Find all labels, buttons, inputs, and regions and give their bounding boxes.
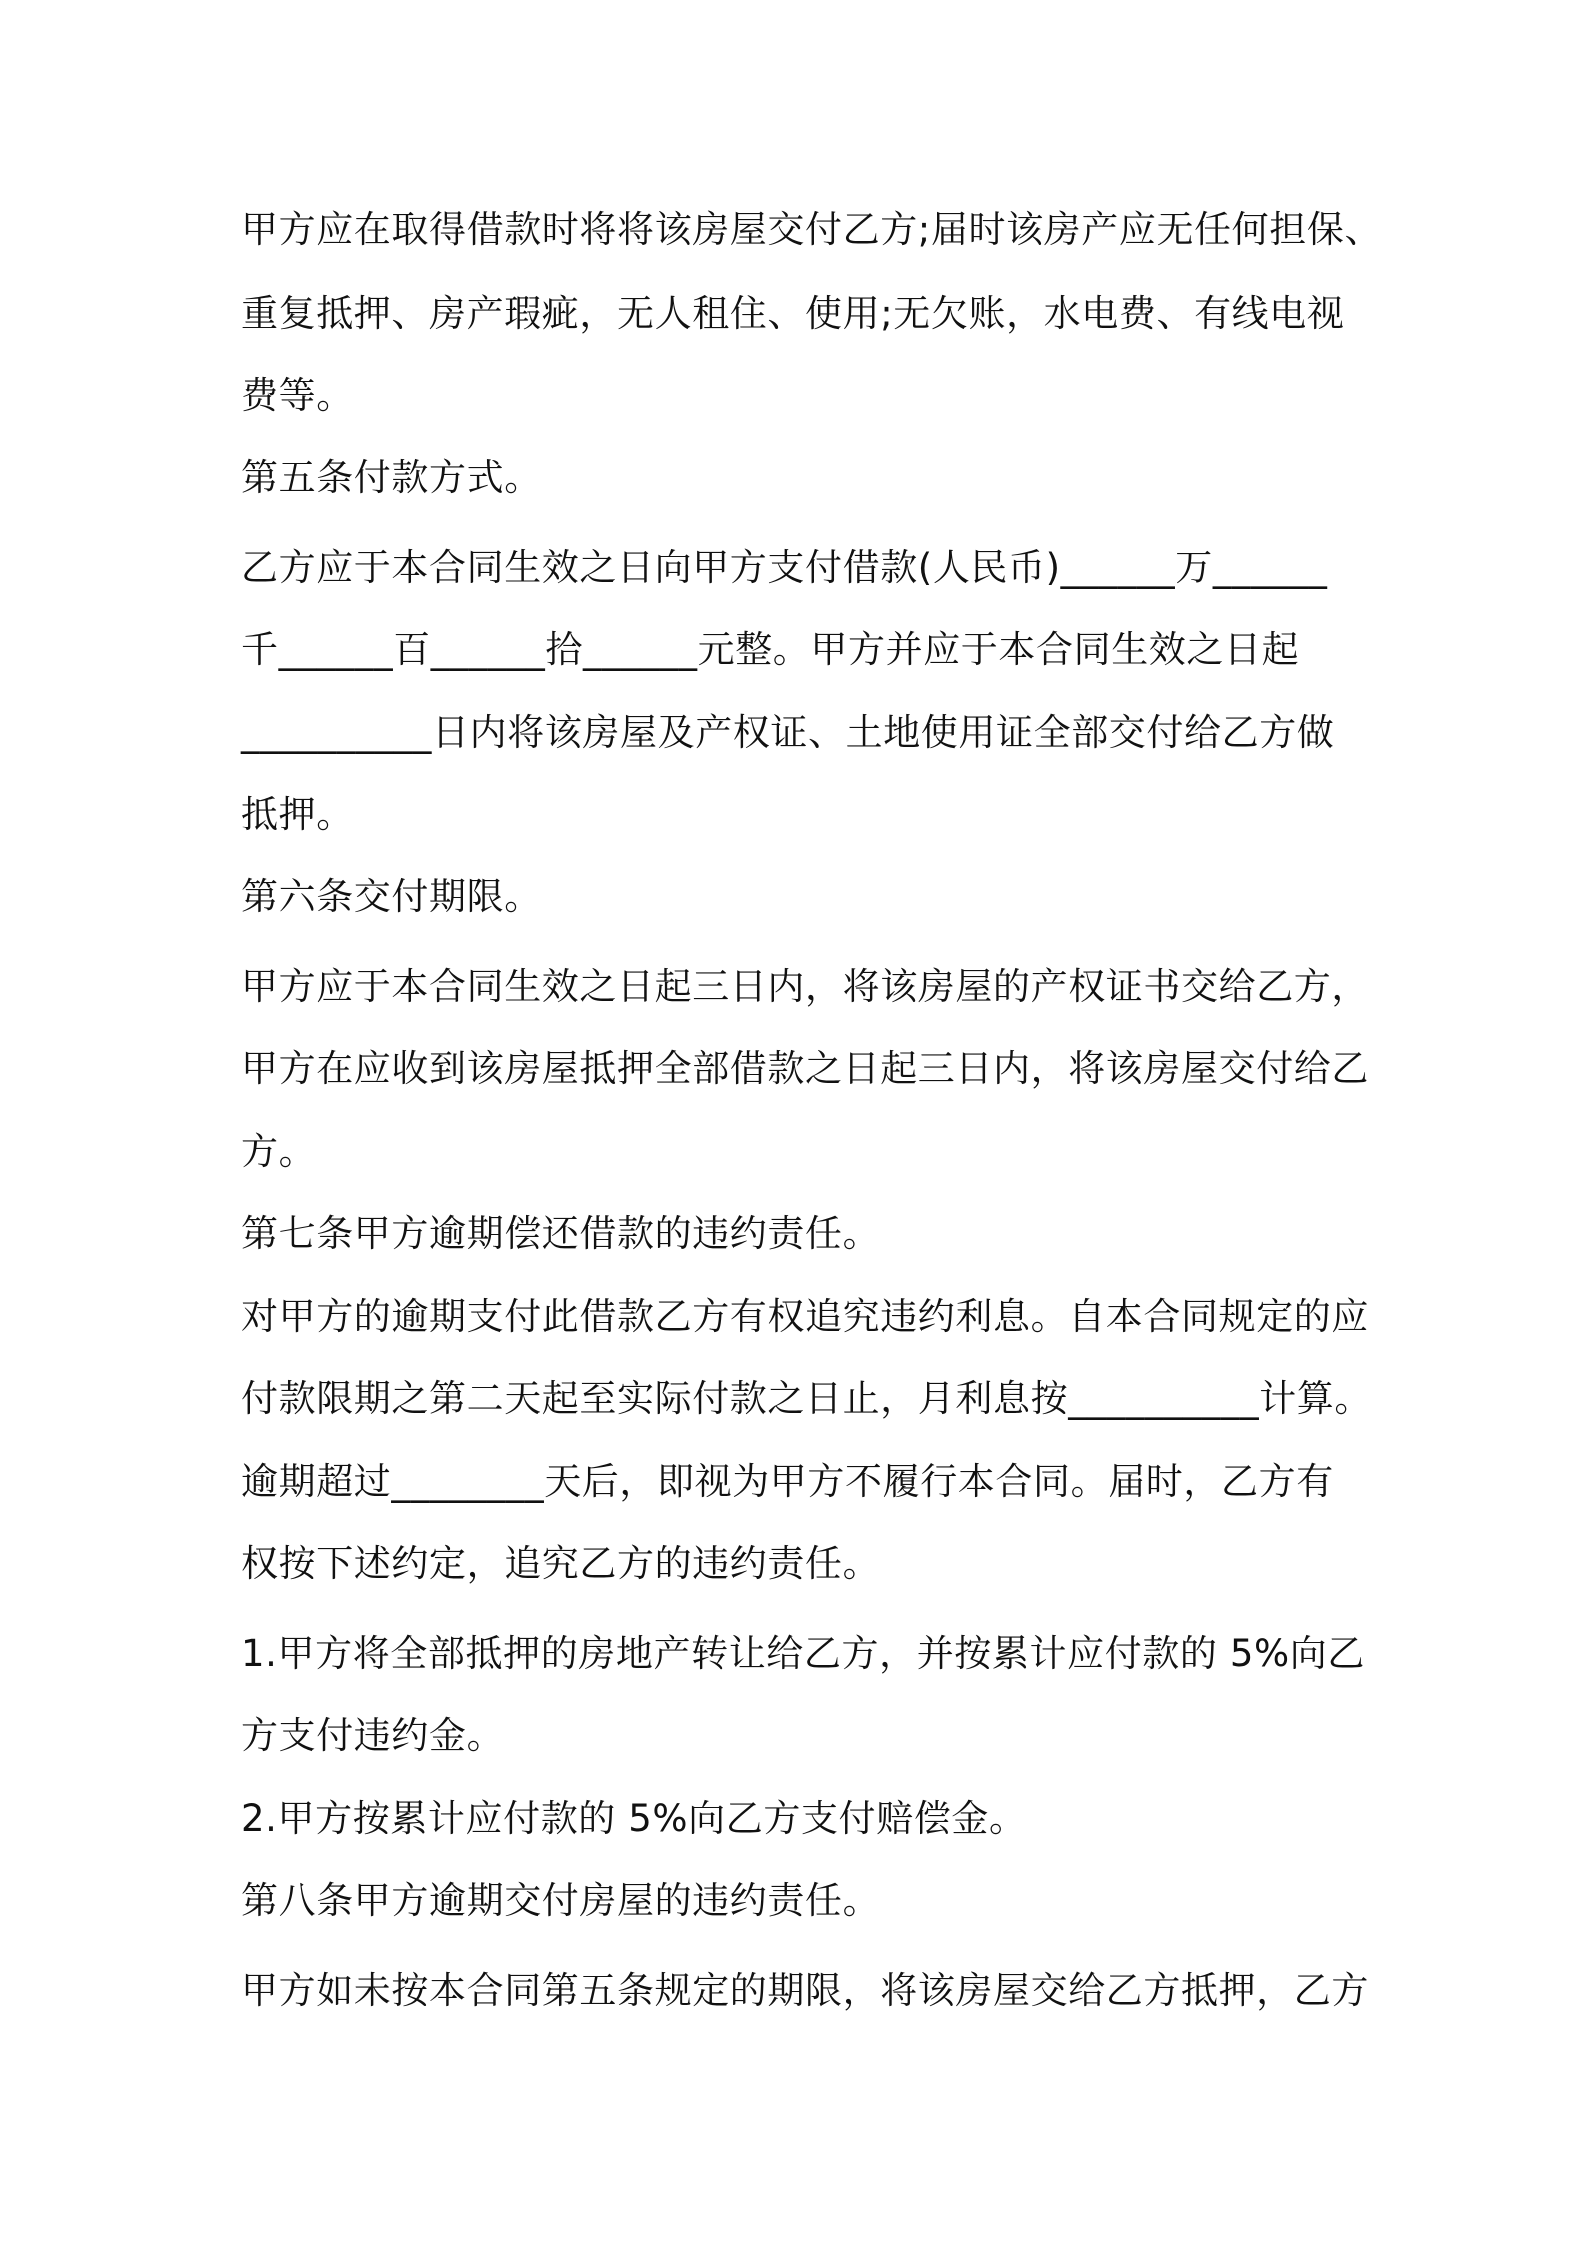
paragraph-line: 费等。 [241, 374, 354, 417]
paragraph-line: 权按下述约定，追究乙方的违约责任。 [241, 1542, 881, 1585]
paragraph-line: 逾期超过________天后，即视为甲方不履行本合同。届时，乙方有 [241, 1460, 1334, 1503]
section-heading: 第八条甲方逾期交付房屋的违约责任。 [241, 1879, 881, 1922]
paragraph-line: 乙方应于本合同生效之日向甲方支付借款(人民币)______万______ [241, 546, 1328, 589]
section-heading: 第七条甲方逾期偿还借款的违约责任。 [241, 1212, 881, 1255]
section-heading: 第五条付款方式。 [241, 456, 542, 499]
paragraph-line: 甲方如未按本合同第五条规定的期限，将该房屋交给乙方抵押，乙方 [241, 1969, 1369, 2012]
paragraph-line: 甲方在应收到该房屋抵押全部借款之日起三日内，将该房屋交付给乙 [241, 1047, 1369, 1090]
section-heading: 第六条交付期限。 [241, 875, 542, 918]
list-item: 2.甲方按累计应付款的 5%向乙方支付赔偿金。 [241, 1797, 1027, 1840]
paragraph-line: 付款限期之第二天起至实际付款之日止，月利息按__________计算。 [241, 1377, 1372, 1420]
list-item-continuation: 方支付违约金。 [241, 1714, 505, 1757]
paragraph-line: 方。 [241, 1130, 317, 1173]
paragraph-line: 甲方应在取得借款时将将该房屋交付乙方;届时该房产应无任何担保、 [241, 208, 1383, 251]
paragraph-line: __________日内将该房屋及产权证、土地使用证全部交付给乙方做 [241, 711, 1335, 754]
paragraph-line: 甲方应于本合同生效之日起三日内，将该房屋的产权证书交给乙方， [241, 965, 1369, 1008]
paragraph-line: 重复抵押、房产瑕疵，无人租住、使用;无欠账，水电费、有线电视 [241, 292, 1345, 335]
paragraph-line: 对甲方的逾期支付此借款乙方有权追究违约利息。自本合同规定的应 [241, 1295, 1369, 1338]
paragraph-line: 抵押。 [241, 793, 354, 836]
paragraph-line: 千______百______拾______元整。甲方并应于本合同生效之日起 [241, 628, 1300, 671]
list-item: 1.甲方将全部抵押的房地产转让给乙方，并按累计应付款的 5%向乙 [241, 1632, 1365, 1675]
